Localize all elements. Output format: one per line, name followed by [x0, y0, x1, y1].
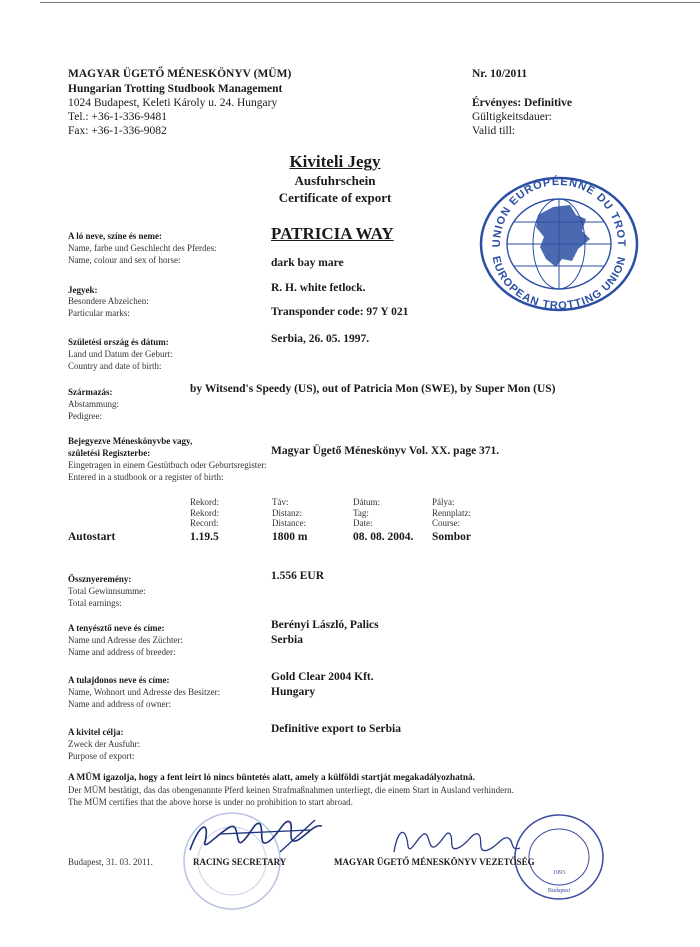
top-border-line — [40, 2, 700, 3]
racing-secretary-label: RACING SECRETARY — [193, 857, 287, 867]
birth-value: Serbia, 26. 05. 1997. — [271, 333, 370, 345]
secretary-signature — [180, 812, 330, 862]
title-hu: Kiviteli Jegy — [289, 152, 381, 171]
marks-label-de: Besondere Abzeichen: — [68, 296, 149, 306]
course-value: Sombor — [432, 531, 471, 543]
purpose-value: Definitive export to Serbia — [271, 723, 401, 735]
purpose-label-hu: A kivitel célja: — [68, 727, 124, 737]
management-signature — [388, 822, 528, 862]
certification-en: The MÜM certifies that the above horse is under no prohibition to start abroad. — [68, 797, 353, 807]
owner-label-en: Name and address of owner: — [68, 699, 171, 709]
certification-de: Der MÜM bestätigt, das das obengenannte Pferd keinen Strafmaßnahmen unterliegt, die einem Start in Ausland verhindern. — [68, 785, 514, 795]
marks-value: R. H. white fetlock. — [271, 282, 366, 294]
record-column-labels: Rekord: Rekord: Record: — [190, 497, 219, 528]
certificate-number: Nr. 10/2011 — [472, 68, 528, 80]
owner-label-de: Name, Wohnort und Adresse des Besitzer: — [68, 687, 221, 697]
purpose-label-de: Zweck der Ausfuhr: — [68, 739, 140, 749]
stamp-city: Budapest — [547, 888, 571, 894]
earnings-label-en: Total earnings: — [68, 598, 122, 608]
earnings-label-de: Total Gewinnsumme: — [68, 586, 146, 596]
place-date: Budapest, 31. 03. 2011. — [68, 857, 153, 867]
org-name-hu: MAGYAR ÜGETŐ MÉNESKÖNYV (MÜM) — [68, 68, 292, 80]
breeder-label-hu: A tenyésztő neve és címe: — [68, 623, 165, 633]
earnings-value: 1.556 EUR — [271, 570, 325, 582]
course-column-labels: Pálya: Rennplatz: Course: — [432, 497, 471, 528]
distance-value: 1800 m — [272, 531, 308, 543]
breeder-name: Berényi László, Palics — [271, 619, 379, 631]
org-address: 1024 Budapest, Keleti Károly u. 24. Hungary — [68, 97, 278, 109]
marks-label-en: Particular marks: — [68, 308, 130, 318]
distance-column-labels: Táv: Distanz: Distance: — [272, 497, 306, 528]
horse-colour-sex: dark bay mare — [271, 257, 344, 269]
seal-top-text: UNION EUROPÉENNE DU TROT — [490, 175, 628, 248]
birth-label-de: Land und Datum der Geburt: — [68, 349, 173, 359]
pedigree-label-en: Pedigree: — [68, 411, 102, 421]
org-name-en: Hungarian Trotting Studbook Management — [68, 83, 283, 95]
title-en: Certificate of export — [278, 190, 392, 205]
management-label: MAGYAR ÜGETŐ MÉNESKÖNYV VEZETŐSÉG — [334, 857, 535, 867]
record-row-label: Autostart — [68, 531, 116, 543]
breeder-country: Serbia — [271, 634, 303, 646]
org-fax: Fax: +36-1-336-9082 — [68, 125, 167, 137]
org-tel: Tel.: +36-1-336-9481 — [68, 111, 167, 123]
pedigree-label-hu: Származás: — [68, 387, 113, 397]
owner-label-hu: A tulajdonos neve és címe: — [68, 675, 170, 685]
document-title — [200, 152, 470, 206]
seal-bottom-text: EUROPEAN TROTTING UNION — [489, 254, 629, 313]
breeder-label-en: Name and address of breeder: — [68, 647, 176, 657]
stamp-year: 1993 — [553, 870, 565, 876]
studbook-label-hu-1: Bejegyezve Méneskönyvbe vagy, — [68, 436, 193, 446]
horse-label-de: Name, farbe und Geschlecht des Pferdes: — [68, 243, 217, 253]
birth-label-hu: Születési ország és dátum: — [68, 337, 169, 347]
purpose-label-en: Purpose of export: — [68, 751, 135, 761]
studbook-label-de: Eingetragen in einem Gestütbuch oder Geburtsregister: — [68, 460, 267, 470]
validity-hu: Érvényes: Definitive — [472, 97, 572, 109]
uet-seal — [478, 175, 640, 313]
europe-map-shape — [536, 205, 590, 267]
horse-label-en: Name, colour and sex of horse: — [68, 255, 181, 265]
marks-label-hu: Jegyek: — [68, 285, 98, 295]
pedigree-label-de: Abstammung: — [68, 399, 119, 409]
owner-country: Hungary — [271, 686, 316, 698]
horse-name: PATRICIA WAY — [271, 224, 394, 243]
owner-name: Gold Clear 2004 Kft. — [271, 671, 374, 683]
date-column-labels: Dátum: Tag: Date: — [353, 497, 380, 528]
date-value: 08. 08. 2004. — [353, 531, 414, 543]
studbook-value: Magyar Ügető Méneskönyv Vol. XX. page 371. — [271, 445, 500, 457]
validity-en: Valid till: — [472, 125, 516, 137]
earnings-label-hu: Össznyeremény: — [68, 574, 132, 584]
validity-de: Gültigkeitsdauer: — [472, 111, 552, 123]
pedigree-value: by Witsend's Speedy (US), out of Patricia Mon (SWE), by Super Mon (US) — [190, 383, 556, 395]
studbook-label-hu-2: születési Regiszterbe: — [68, 448, 151, 458]
transponder-code: Transponder code: 97 Y 021 — [271, 306, 409, 318]
title-de: Ausfuhrschein — [294, 173, 376, 188]
record-value: 1.19.5 — [190, 531, 219, 543]
birth-label-en: Country and date of birth: — [68, 361, 162, 371]
studbook-label-en: Entered in a studbook or a register of birth: — [68, 472, 224, 482]
certification-hu: A MÜM igazolja, hogy a fent leírt ló nincs büntetés alatt, amely a külföldi startját megakadályozhatná. — [68, 773, 475, 783]
horse-label-hu: A ló neve, színe és neme: — [68, 231, 162, 241]
breeder-label-de: Name und Adresse des Züchter: — [68, 635, 183, 645]
